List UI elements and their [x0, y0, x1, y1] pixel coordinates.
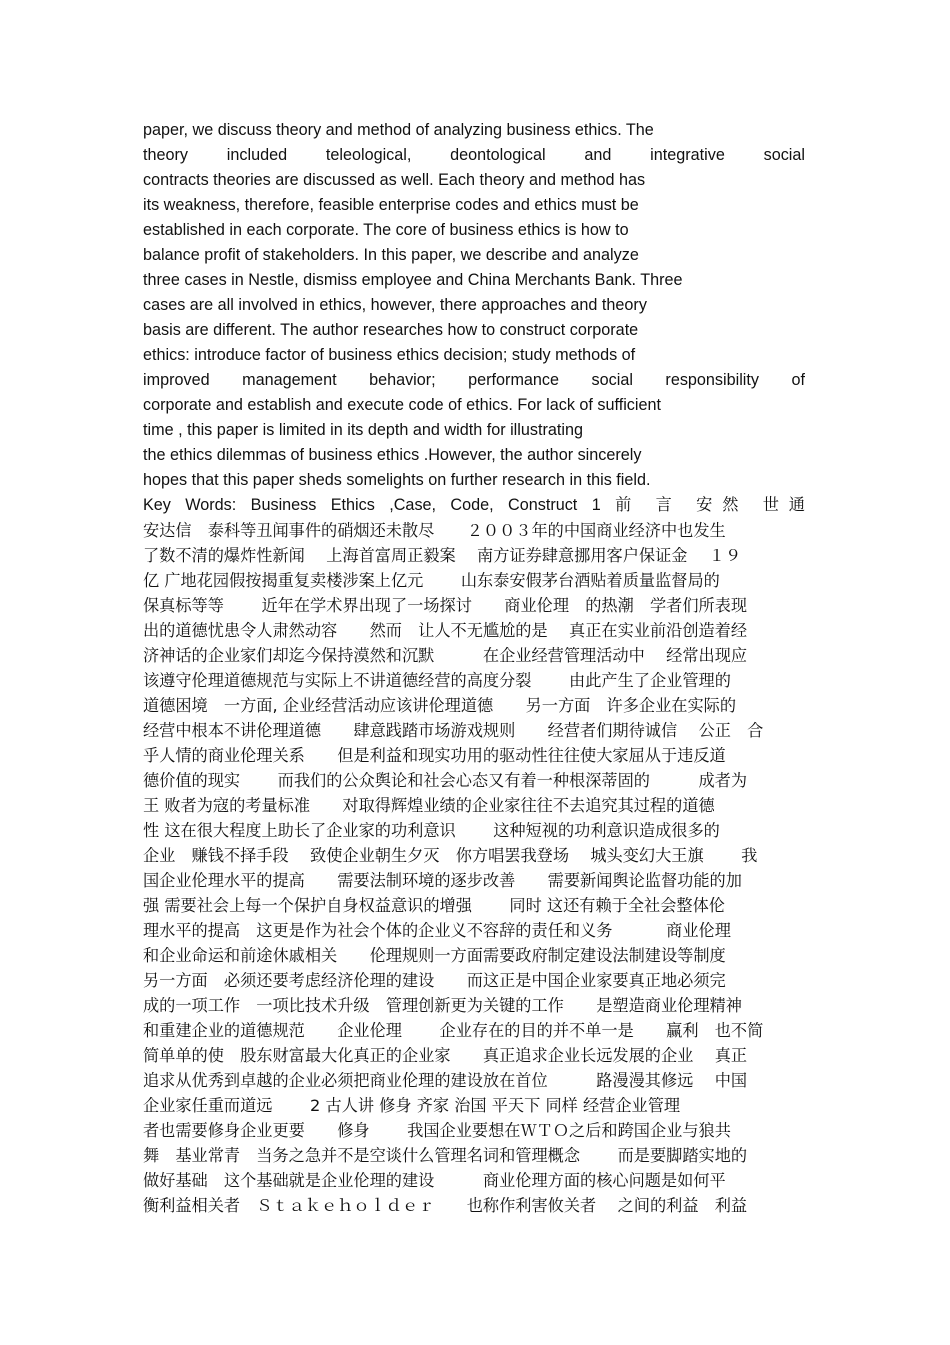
- text-line: basis are different. The author researches how to construct corporate: [143, 321, 639, 339]
- text-line: 企业家任重而道远 2 古人讲 修身 齐家 治国 平天下 同样 经营企业管理: [143, 1096, 681, 1115]
- text-line: 乎人情的商业伦理关系 但是利益和现实功用的驱动性往往使大家屈从于违反道: [143, 746, 726, 765]
- text-line: 该遵守伦理道德规范与实际上不讲道德经营的高度分裂 由此产生了企业管理的: [143, 671, 731, 690]
- text-line: 另一方面 必须还要考虑经济伦理的建设 而这正是中国企业家要真正地必须完: [143, 971, 726, 990]
- text-line: 安达信 泰科等丑闻事件的硝烟还未散尽 ２００３年的中国商业经济中也发生: [143, 521, 726, 540]
- text-line: 理水平的提高 这更是作为社会个体的企业义不容辞的责任和义务 商业伦理: [143, 921, 731, 940]
- text-line: 国企业伦理水平的提高 需要法制环境的逐步改善 需要新闻舆论监督功能的加: [143, 871, 742, 890]
- text-line: 道德困境 一方面, 企业经营活动应该讲伦理道德 另一方面 许多企业在实际的: [143, 696, 737, 715]
- text-line: 和重建企业的道德规范 企业伦理 企业存在的目的并不单一是 赢利 也不简: [143, 1021, 764, 1040]
- text-line: time , this paper is limited in its depth and width for illustrating: [143, 421, 583, 439]
- text-line: paper, we discuss theory and method of analyzing business ethics. The: [143, 121, 654, 139]
- text-line: balance profit of stakeholders. In this paper, we describe and analyze: [143, 246, 639, 264]
- text-line: 者也需要修身企业更要 修身 我国企业要想在ＷＴＯ之后和跨国企业与狼共: [143, 1121, 731, 1140]
- text-line: 强 需要社会上每一个保护自身权益意识的增强 同时 这还有赖于全社会整体伦: [143, 896, 725, 915]
- text-line: contracts theories are discussed as well. Each theory and method has: [143, 171, 646, 189]
- text-line: 衡利益相关者 Ｓｔａｋｅｈｏｌｄｅｒ 也称作利害攸关者 之间的利益 利益: [143, 1196, 748, 1215]
- text-line: Key Words: Business Ethics ,Case, Code, Construct 1 前 言 安然 世通: [143, 496, 805, 514]
- text-line: 做好基础 这个基础就是企业伦理的建设 商业伦理方面的核心问题是如何平: [143, 1171, 726, 1190]
- text-line: 经营中根本不讲伦理道德 肆意践踏市场游戏规则 经营者们期待诚信 公正 合: [143, 721, 764, 740]
- text-line: 成的一项工作 一项比技术升级 管理创新更为关键的工作 是塑造商业伦理精神: [143, 996, 742, 1015]
- text-line: 亿 广地花园假按揭重复卖楼涉案上亿元 山东泰安假茅台酒贴着质量监督局的: [143, 571, 720, 590]
- text-line: cases are all involved in ethics, however, there approaches and theory: [143, 296, 647, 314]
- body-text: [143, 118, 805, 1218]
- text-line: 追求从优秀到卓越的企业必须把商业伦理的建设放在首位 路漫漫其修远 中国: [143, 1071, 748, 1090]
- text-line: 企业 赚钱不择手段 致使企业朝生夕灭 你方唱罢我登场 城头变幻大王旗 我: [143, 846, 758, 865]
- text-line: 和企业命运和前途休戚相关 伦理规则一方面需要政府制定建设法制建设等制度: [143, 946, 726, 965]
- text-line: 出的道德忧患令人肃然动容 然而 让人不无尴尬的是 真正在实业前沿创造着经: [143, 621, 748, 640]
- text-line: 性 这在很大程度上助长了企业家的功利意识 这种短视的功利意识造成很多的: [143, 821, 720, 840]
- text-line: 了数不清的爆炸性新闻 上海首富周正毅案 南方证券肆意挪用客户保证金 １９: [143, 546, 742, 565]
- text-line: corporate and establish and execute code of ethics. For lack of sufficient: [143, 396, 661, 414]
- text-line: hopes that this paper sheds somelights on further research in this field.: [143, 471, 651, 489]
- text-line: three cases in Nestle, dismiss employee and China Merchants Bank. Three: [143, 271, 683, 289]
- text-line: established in each corporate. The core of business ethics is how to: [143, 221, 629, 239]
- text-line: ethics: introduce factor of business ethics decision; study methods of: [143, 346, 636, 364]
- text-line: theory included teleological, deontological and integrative social: [143, 146, 805, 164]
- text-line: 简单单的使 股东财富最大化真正的企业家 真正追求企业长远发展的企业 真正: [143, 1046, 748, 1065]
- text-line: 舞 基业常青 当务之急并不是空谈什么管理名词和管理概念 而是要脚踏实地的: [143, 1146, 748, 1165]
- text-line: 德价值的现实 而我们的公众舆论和社会心态又有着一种根深蒂固的 成者为: [143, 771, 748, 790]
- text-line: improved management behavior; performance social responsibility of: [143, 371, 805, 389]
- text-line: 济神话的企业家们却迄今保持漠然和沉默 在企业经营管理活动中 经常出现应: [143, 646, 748, 665]
- text-line: 王 败者为寇的考量标准 对取得辉煌业绩的企业家往往不去追究其过程的道德: [143, 796, 715, 815]
- text-line: its weakness, therefore, feasible enterprise codes and ethics must be: [143, 196, 639, 214]
- text-line: the ethics dilemmas of business ethics .However, the author sincerely: [143, 446, 642, 464]
- text-line: 保真标等等 近年在学术界出现了一场探讨 商业伦理 的热潮 学者们所表现: [143, 596, 748, 615]
